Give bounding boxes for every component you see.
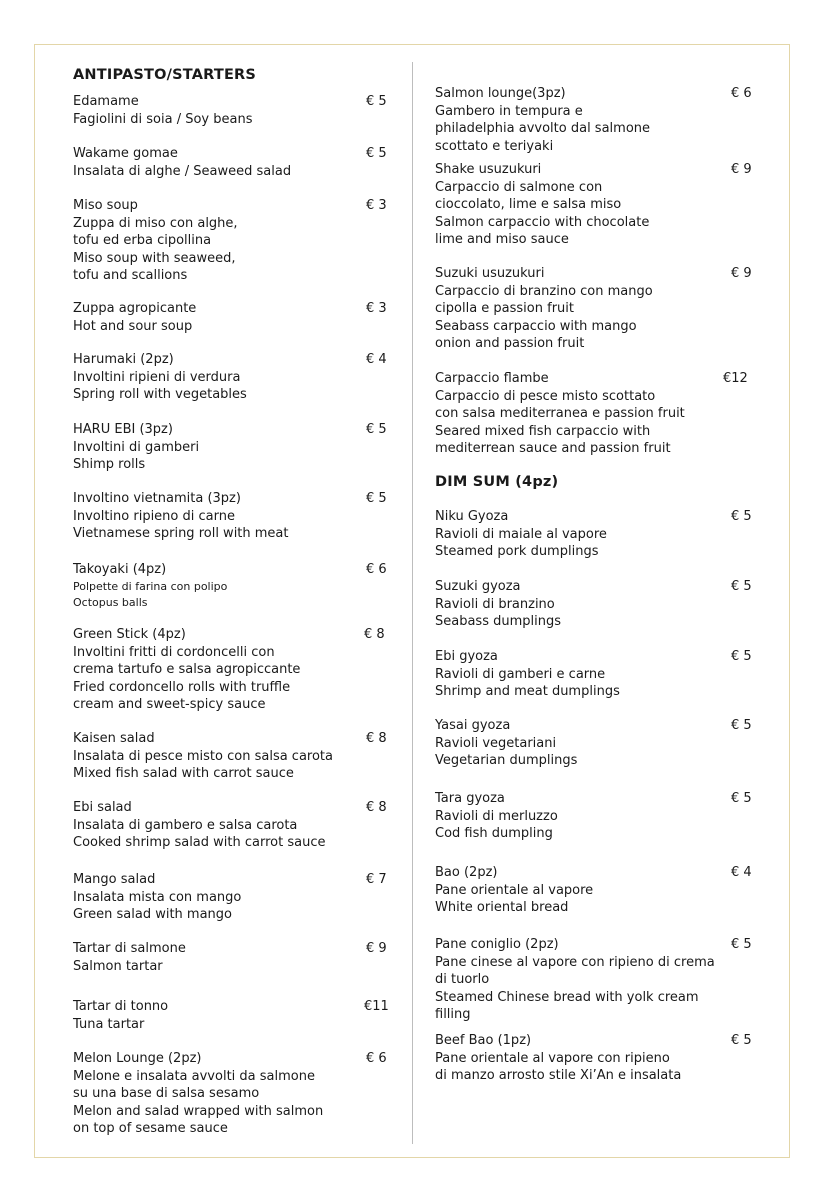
item-price: € 9	[731, 162, 752, 177]
item-name: Green Stick (4pz)	[73, 627, 186, 642]
menu-item	[73, 351, 247, 404]
item-description: Carpaccio di pesce misto scottato	[435, 388, 656, 404]
menu-item	[435, 648, 620, 701]
item-description: Melon and salad wrapped with salmon	[73, 1103, 324, 1119]
item-description: Ravioli di maiale al vapore	[435, 526, 607, 542]
column-divider	[412, 62, 413, 1144]
item-description: Spring roll with vegetables	[73, 387, 247, 402]
item-name: HARU EBI (3pz)	[73, 422, 173, 437]
item-description: Ravioli di merluzzo	[435, 808, 558, 824]
item-description: cioccolato, lime e salsa miso	[435, 197, 622, 212]
item-description: su una base di salsa sesamo	[73, 1086, 260, 1101]
item-description: mediterrean sauce and passion fruit	[435, 441, 671, 456]
item-price: € 4	[731, 865, 752, 880]
item-description: Polpette di farina con polipo	[73, 579, 228, 593]
menu-item	[435, 85, 650, 155]
menu-item	[435, 790, 558, 843]
item-price: € 9	[731, 266, 752, 281]
item-name: Shake usuzukuri	[435, 162, 542, 177]
item-price: € 6	[366, 562, 387, 577]
item-description: Gambero in tempura e	[435, 103, 583, 119]
menu-item	[73, 561, 227, 611]
item-description: White oriental bread	[435, 900, 569, 915]
item-description: Pane orientale al vapore	[435, 882, 594, 898]
menu-item	[73, 626, 300, 714]
item-description: Ravioli di branzino	[435, 596, 555, 612]
item-description: Shrimp and meat dumplings	[435, 684, 620, 699]
item-description: filling	[435, 1007, 471, 1022]
item-name: Involtino vietnamita (3pz)	[73, 491, 241, 506]
item-description: cipolla e passion fruit	[435, 301, 574, 316]
item-price: € 5	[731, 649, 752, 664]
item-price: € 5	[731, 579, 752, 594]
item-name: Pane coniglio (2pz)	[435, 937, 559, 952]
item-price: € 5	[731, 1033, 752, 1048]
item-price: € 3	[366, 198, 387, 213]
item-description: Involtini ripieni di verdura	[73, 369, 241, 385]
item-name: Bao (2pz)	[435, 865, 498, 880]
item-price: € 5	[731, 791, 752, 806]
item-price: € 5	[731, 937, 752, 952]
item-description: Salmon tartar	[73, 958, 163, 974]
item-description: Fried cordoncello rolls with truffle	[73, 679, 291, 695]
item-price: € 7	[366, 872, 387, 887]
item-description: Insalata di gambero e salsa carota	[73, 817, 298, 833]
item-price: € 6	[366, 1051, 387, 1066]
item-description: Ravioli di gamberi e carne	[435, 666, 606, 682]
item-description: Involtino ripieno di carne	[73, 508, 235, 524]
menu-item	[435, 936, 715, 1024]
item-description: Salmon carpaccio with chocolate	[435, 214, 650, 230]
item-description: Steamed pork dumplings	[435, 544, 599, 559]
item-price: € 8	[364, 627, 385, 642]
menu-item	[435, 370, 685, 458]
item-name: Beef Bao (1pz)	[435, 1033, 532, 1048]
menu-item	[435, 864, 593, 917]
menu-item	[435, 161, 649, 249]
menu-item	[73, 998, 168, 1033]
item-description: Involtini fritti di cordoncelli con	[73, 644, 275, 660]
item-name: Tartar di salmone	[73, 941, 186, 956]
item-description: crema tartufo e salsa agropiccante	[73, 662, 301, 677]
item-name: Tartar di tonno	[73, 999, 169, 1014]
item-price: € 9	[366, 941, 387, 956]
item-description: Insalata di pesce misto con salsa carota	[73, 748, 333, 764]
item-description: Melone e insalata avvolti da salmone	[73, 1068, 315, 1084]
item-name: Suzuki usuzukuri	[435, 266, 545, 281]
item-price: € 5	[731, 718, 752, 733]
item-name: Wakame gomae	[73, 146, 178, 161]
item-description: Ravioli vegetariani	[435, 735, 557, 751]
menu-item	[435, 717, 577, 770]
item-price: €11	[364, 999, 389, 1014]
item-description: philadelphia avvolto dal salmone	[435, 121, 651, 136]
item-name: Harumaki (2pz)	[73, 352, 174, 367]
item-description: lime and miso sauce	[435, 232, 569, 247]
item-description: Vegetarian dumplings	[435, 753, 578, 768]
item-description: Carpaccio di salmone con	[435, 179, 603, 195]
item-price: € 8	[366, 731, 387, 746]
item-price: € 5	[366, 491, 387, 506]
menu-item	[73, 145, 291, 180]
item-description: Fagiolini di soia / Soy beans	[73, 111, 253, 127]
item-description: on top of sesame sauce	[73, 1121, 228, 1136]
item-price: € 6	[731, 86, 752, 101]
menu-item	[73, 93, 252, 128]
item-description: di manzo arrosto stile Xi’An e insalata	[435, 1068, 682, 1083]
item-price: € 5	[366, 94, 387, 109]
item-price: €12	[723, 371, 748, 386]
item-price: € 3	[366, 301, 387, 316]
item-description: Miso soup with seaweed,	[73, 250, 236, 266]
item-description: di tuorlo	[435, 972, 490, 987]
item-price: € 5	[366, 146, 387, 161]
item-description: Steamed Chinese bread with yolk cream	[435, 989, 699, 1005]
item-description: cream and sweet-spicy sauce	[73, 697, 266, 712]
item-description: tofu and scallions	[73, 268, 188, 283]
menu-item	[73, 421, 199, 474]
item-description: scottato e teriyaki	[435, 138, 554, 154]
item-description: Pane orientale al vapore con ripieno	[435, 1050, 670, 1066]
menu-item	[435, 578, 561, 631]
menu-item	[73, 799, 325, 852]
item-price: € 4	[366, 352, 387, 367]
item-name: Niku Gyoza	[435, 509, 509, 524]
item-description: con salsa mediterranea e passion fruit	[435, 406, 685, 421]
item-name: Ebi salad	[73, 800, 132, 815]
item-name: Carpaccio flambe	[435, 371, 549, 386]
item-name: Salmon lounge(3pz)	[435, 86, 566, 101]
dimsum-heading: DIM SUM (4pz)	[435, 474, 559, 490]
item-price: € 5	[731, 509, 752, 524]
item-description: Vietnamese spring roll with meat	[73, 526, 289, 541]
item-name: Suzuki gyoza	[435, 579, 521, 594]
menu-item	[73, 1050, 323, 1138]
item-description: Tuna tartar	[73, 1016, 145, 1032]
item-name: Tara gyoza	[435, 791, 505, 806]
item-name: Mango salad	[73, 872, 156, 887]
menu-item	[73, 197, 238, 285]
item-name: Yasai gyoza	[435, 718, 511, 733]
item-description: Mixed fish salad with carrot sauce	[73, 766, 294, 781]
item-description: Octopus balls	[73, 595, 148, 609]
item-price: € 8	[366, 800, 387, 815]
item-price: € 5	[366, 422, 387, 437]
item-description: Involtini di gamberi	[73, 439, 200, 455]
item-name: Takoyaki (4pz)	[73, 562, 167, 577]
menu-item	[435, 508, 607, 561]
item-name: Edamame	[73, 94, 139, 109]
item-name: Miso soup	[73, 198, 138, 213]
item-description: Zuppa di miso con alghe,	[73, 215, 238, 231]
item-description: Cod fish dumpling	[435, 826, 553, 841]
menu-item	[435, 1032, 681, 1085]
item-description: Insalata mista con mango	[73, 889, 242, 905]
menu-item	[73, 730, 333, 783]
item-description: Cooked shrimp salad with carrot sauce	[73, 835, 326, 850]
item-description: Hot and sour soup	[73, 318, 193, 334]
item-description: onion and passion fruit	[435, 336, 585, 351]
menu-item	[73, 940, 186, 975]
item-name: Kaisen salad	[73, 731, 155, 746]
item-name: Zuppa agropicante	[73, 301, 197, 316]
item-description: Pane cinese al vapore con ripieno di crema	[435, 954, 715, 970]
menu-item	[73, 871, 241, 924]
item-description: Green salad with mango	[73, 907, 232, 922]
item-name: Ebi gyoza	[435, 649, 498, 664]
item-description: Seared mixed fish carpaccio with	[435, 423, 651, 439]
item-description: Shimp rolls	[73, 457, 146, 472]
item-name: Melon Lounge (2pz)	[73, 1051, 202, 1066]
menu-item	[73, 490, 289, 543]
starters-heading: ANTIPASTO/STARTERS	[73, 67, 257, 83]
item-description: Insalata di alghe / Seaweed salad	[73, 163, 292, 179]
item-description: tofu ed erba cipollina	[73, 233, 212, 248]
menu-item	[73, 300, 196, 335]
item-description: Seabass carpaccio with mango	[435, 318, 637, 334]
item-description: Carpaccio di branzino con mango	[435, 283, 653, 299]
item-description: Seabass dumplings	[435, 614, 562, 629]
menu-item	[435, 265, 653, 353]
